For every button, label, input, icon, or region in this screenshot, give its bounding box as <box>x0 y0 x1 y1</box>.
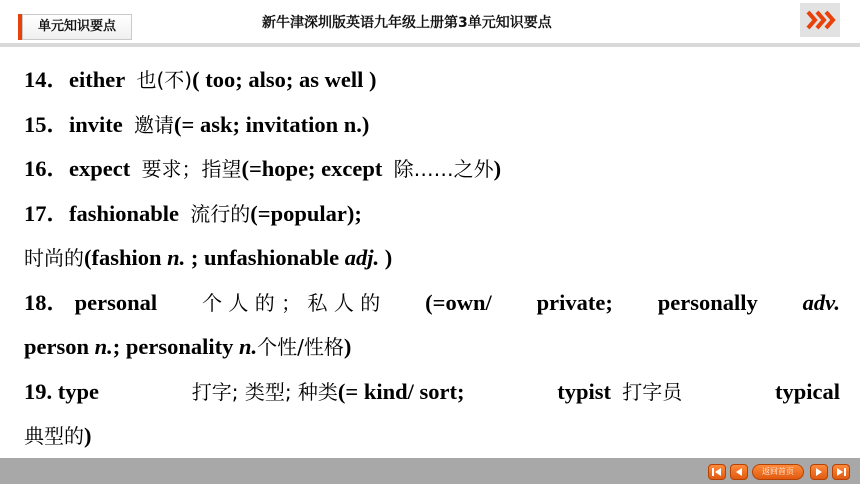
list-item <box>24 281 840 326</box>
item-note: person <box>24 334 95 359</box>
item-note: ; personality <box>112 334 240 359</box>
item-note: typist <box>557 378 611 404</box>
item-meaning: 打字; 类型; 种类 <box>191 379 338 404</box>
item-word: expect <box>69 156 131 181</box>
item-number: 14． <box>24 67 70 92</box>
item-note: ; unfashionable <box>185 245 345 270</box>
item-word: either <box>69 67 126 92</box>
list-item-continuation <box>24 236 840 281</box>
next-page-icon[interactable] <box>810 464 828 480</box>
item-pos: n. <box>239 334 258 359</box>
list-item-continuation <box>24 325 840 370</box>
item-meaning: 要求；指望 <box>141 157 242 181</box>
slide-footer <box>0 458 860 484</box>
item-pos: adj. <box>344 245 380 270</box>
item-note: (=own/ <box>425 289 492 315</box>
slide-title: 新牛津深圳版英语九年级上册第3单元知识要点 <box>262 15 552 31</box>
item-meaning: 个性/性格 <box>257 335 344 359</box>
slide-header <box>0 0 860 44</box>
item-meaning: 也(不) <box>136 68 193 92</box>
list-item <box>24 370 840 415</box>
list-item-continuation <box>24 414 840 459</box>
item-note-end: ) <box>84 423 92 448</box>
item-pos: n. <box>167 245 186 270</box>
item-pos: adv. <box>802 289 840 315</box>
item-number: 15． <box>24 111 70 137</box>
item-number: 16． <box>24 156 70 181</box>
item-word: type <box>57 378 99 404</box>
first-page-icon[interactable] <box>708 464 726 480</box>
item-word: personal <box>74 289 158 315</box>
section-tag: 单元知识要点 <box>22 14 132 40</box>
item-number: 19. <box>24 378 58 404</box>
item-meaning: 时尚的 <box>24 246 84 270</box>
item-meaning-secondary: 除……之外 <box>393 157 494 181</box>
list-item <box>24 58 840 103</box>
item-note: (= kind/ sort; <box>337 378 465 404</box>
list-item <box>24 103 840 148</box>
item-number: 17． <box>24 200 70 226</box>
item-meaning: 个 人 的 ； 私 人 的 <box>202 290 381 315</box>
item-note: personally <box>657 289 758 315</box>
list-item <box>24 192 840 237</box>
item-note-end: ) <box>343 334 352 359</box>
item-note: (= ask; invitation n.) <box>174 111 370 137</box>
last-page-icon[interactable] <box>832 464 850 480</box>
list-item <box>24 147 840 192</box>
item-meaning: 邀请 <box>134 112 175 137</box>
vocabulary-list <box>24 58 840 459</box>
item-pos: n. <box>94 334 113 359</box>
item-word: invite <box>69 111 123 137</box>
item-number: 18． <box>24 289 70 315</box>
item-meaning-secondary: 打字员 <box>622 379 683 404</box>
home-button[interactable]: 返回首页 <box>752 464 804 480</box>
double-chevron-right-icon[interactable] <box>800 3 840 37</box>
item-word: fashionable <box>69 200 180 226</box>
item-note: private; <box>536 289 613 315</box>
item-note-end: ) <box>493 156 502 181</box>
item-note: (=hope; except <box>241 156 383 181</box>
item-note: (=popular); <box>250 200 362 226</box>
item-meaning: 典型的 <box>24 424 84 448</box>
header-divider <box>0 43 860 47</box>
item-note: typical <box>774 378 840 404</box>
item-note: ( too; also; as well ) <box>192 67 377 92</box>
item-meaning: 流行的 <box>190 201 251 226</box>
item-note-end: ) <box>379 245 393 270</box>
item-note: (fashion <box>84 245 168 270</box>
prev-page-icon[interactable] <box>730 464 748 480</box>
